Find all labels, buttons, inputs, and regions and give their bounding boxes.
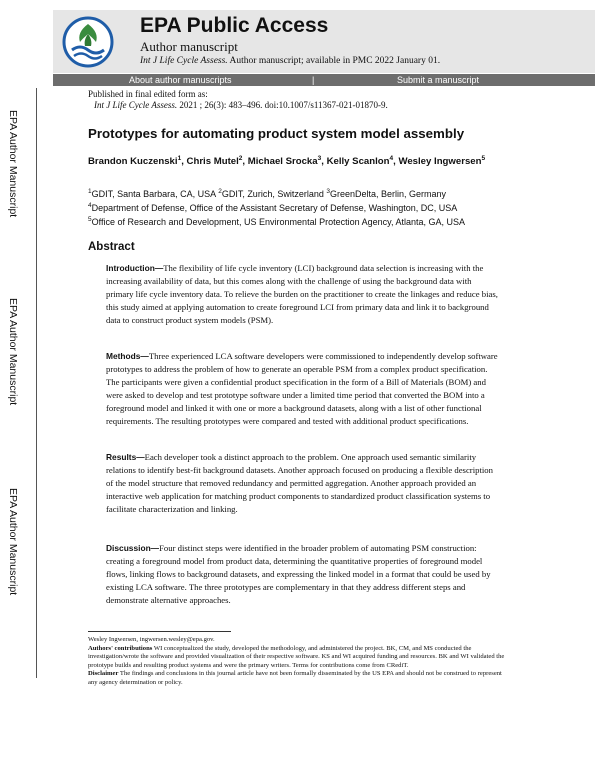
nav-separator: | (312, 75, 315, 85)
nav-bar (53, 74, 595, 86)
section-label: Introduction— (106, 263, 164, 273)
affil-number: 1 (88, 188, 92, 195)
published-in-final-form (88, 89, 388, 111)
abstract-introduction (106, 262, 501, 327)
availability-text: Author manuscript; available in PMC 2022 January 01. (227, 56, 441, 66)
author-name[interactable]: Chris Mutel (186, 156, 239, 168)
affil-number: 5 (88, 216, 92, 223)
affil-text: Office of Research and Development, US Environmental Protection Agency, Atlanta, GA, USA (91, 217, 465, 227)
article-title: Prototypes for automating product system model assembly (88, 126, 465, 141)
epa-logo-icon (58, 14, 118, 70)
abstract-discussion (106, 542, 501, 607)
author-manuscript-label: Author manuscript (140, 39, 238, 54)
affiliation-line (88, 214, 465, 228)
affil-text: Department of Defense, Office of the Assistant Secretary of Defense, Washington, DC, USA (91, 203, 458, 213)
footnotes (88, 636, 508, 688)
section-text: Each developer took a distinct approach to the problem. One approach used semantic similarity relations to identify best-fit background datasets. Another approach focused on producing a flexible description of the model structure that removed redundancy and permitted aggregation. Another approach provided an interactive web application for matching product components to standardized product classification systems to facilitate characterization and linking. (106, 452, 493, 514)
abstract-heading: Abstract (88, 241, 135, 253)
author-affil-ref: 3 (317, 155, 322, 162)
affil-number: 2 (218, 188, 222, 195)
abstract-results (106, 451, 501, 516)
author-name[interactable]: Brandon Kuczenski (88, 156, 178, 168)
side-label-epa-author-manuscript: EPA Author Manuscript (7, 488, 19, 596)
section-label: Results— (106, 452, 145, 462)
author-affil-ref: 5 (481, 155, 486, 162)
affiliation-line (88, 200, 457, 214)
affil-number: 4 (88, 202, 92, 209)
author-affil-ref: 4 (389, 155, 394, 162)
author-name[interactable]: Kelly Scanlon (326, 156, 390, 168)
side-label-epa-author-manuscript: EPA Author Manuscript (7, 110, 19, 218)
epa-public-access-title: EPA Public Access (140, 14, 329, 37)
author-name[interactable]: Michael Srocka (247, 156, 318, 168)
citation-details: 2021 ; 26(3): 483–496. doi:10.1007/s11367-021-01870-9. (177, 100, 388, 110)
author-affil-ref: 1 (177, 155, 182, 162)
author-sep: , (181, 156, 187, 168)
author-list (88, 155, 485, 167)
affil-text: GreenDelta, Berlin, Germany (329, 189, 447, 199)
footnote-rule (88, 631, 231, 632)
availability-line (140, 57, 440, 67)
citation-line (88, 100, 388, 111)
submit-manuscript-link[interactable]: Submit a manuscript (397, 75, 480, 85)
about-author-manuscripts-link[interactable]: About author manuscripts (129, 75, 232, 85)
section-text: Four distinct steps were identified in the broader problem of automating PSM construction: creating a foreground model from product data, determining the quantitative properties of foreground model flows, linking flows to background datasets, and expressing the linked model in a format that could be used by existing LCA software. The three prototypes are complementary in that they address different steps and demonstrate alternative approaches. (106, 543, 491, 605)
affil-text: GDIT, Santa Barbara, CA, USA (91, 189, 219, 199)
affil-number: 3 (326, 188, 330, 195)
author-sep: , (242, 156, 248, 168)
section-label: Methods— (106, 351, 149, 361)
author-affil-ref: 2 (238, 155, 243, 162)
contact-email[interactable]: Wesley Ingwersen, ingwersen.wesley@epa.gov. (88, 636, 215, 643)
published-label: Published in final edited form as: (88, 89, 208, 99)
contrib-label: Authors' contributions (88, 644, 153, 652)
journal-abbrev: Int J Life Cycle Assess. (140, 56, 228, 66)
section-label: Discussion— (106, 543, 160, 553)
margin-rule (36, 88, 37, 678)
section-text: Three experienced LCA software developers were commissioned to independently develop software prototypes to address the problem of how to generate an operable PSM from a complex product specification. The participants were given a confidential product specification in the form of a Bill of Materials (BOM) and were asked to develop and test prototype software under a limited time period that converted the BOM into a foreground model and linked it with one or more a background datasets, along with a list of other functional requirements. The resulting prototypes were compared and tested with additional product specifications. (106, 351, 498, 426)
disclaimer-label: Disclaimer (88, 670, 119, 678)
disclaimer-text: The findings and conclusions in this journal article have not been formally disseminated by the US EPA and should not be construed to represent any agency determination or policy. (88, 670, 502, 686)
disclaimer (88, 670, 508, 687)
affiliation-line (88, 186, 446, 200)
author-name[interactable]: Wesley Ingwersen (398, 156, 482, 168)
citation-journal: Int J Life Cycle Assess. (94, 100, 178, 110)
author-sep: , (393, 156, 399, 168)
affil-text: GDIT, Zurich, Switzerland (221, 189, 327, 199)
author-sep: , (321, 156, 327, 168)
contrib-text: WI conceptualized the study, developed the methodology, and administered the project. BK, CM, and MS conducted the investigation/wrote the software and provided visualization of their respective software. KS and WI acquired funding and resources. BK and WI validated the prototype builds and resulting product systems and were the primary writers. Terms for contributions come from CRediT. (88, 644, 505, 669)
side-label-epa-author-manuscript: EPA Author Manuscript (7, 298, 19, 406)
section-text: The flexibility of life cycle inventory (LCI) background data selection is increasing with the increasing availability of data, but this comes along with the challenge of using the background data with primary life cycle inventory data. To relieve the burden on the practitioner to create the linkages and reduce bias, this study aimed at applying automation to create foreground LCI from primary data and link it to background data to construct product system models (PSM). (106, 263, 498, 325)
authors-contributions (88, 645, 508, 671)
abstract-methods (106, 350, 501, 428)
